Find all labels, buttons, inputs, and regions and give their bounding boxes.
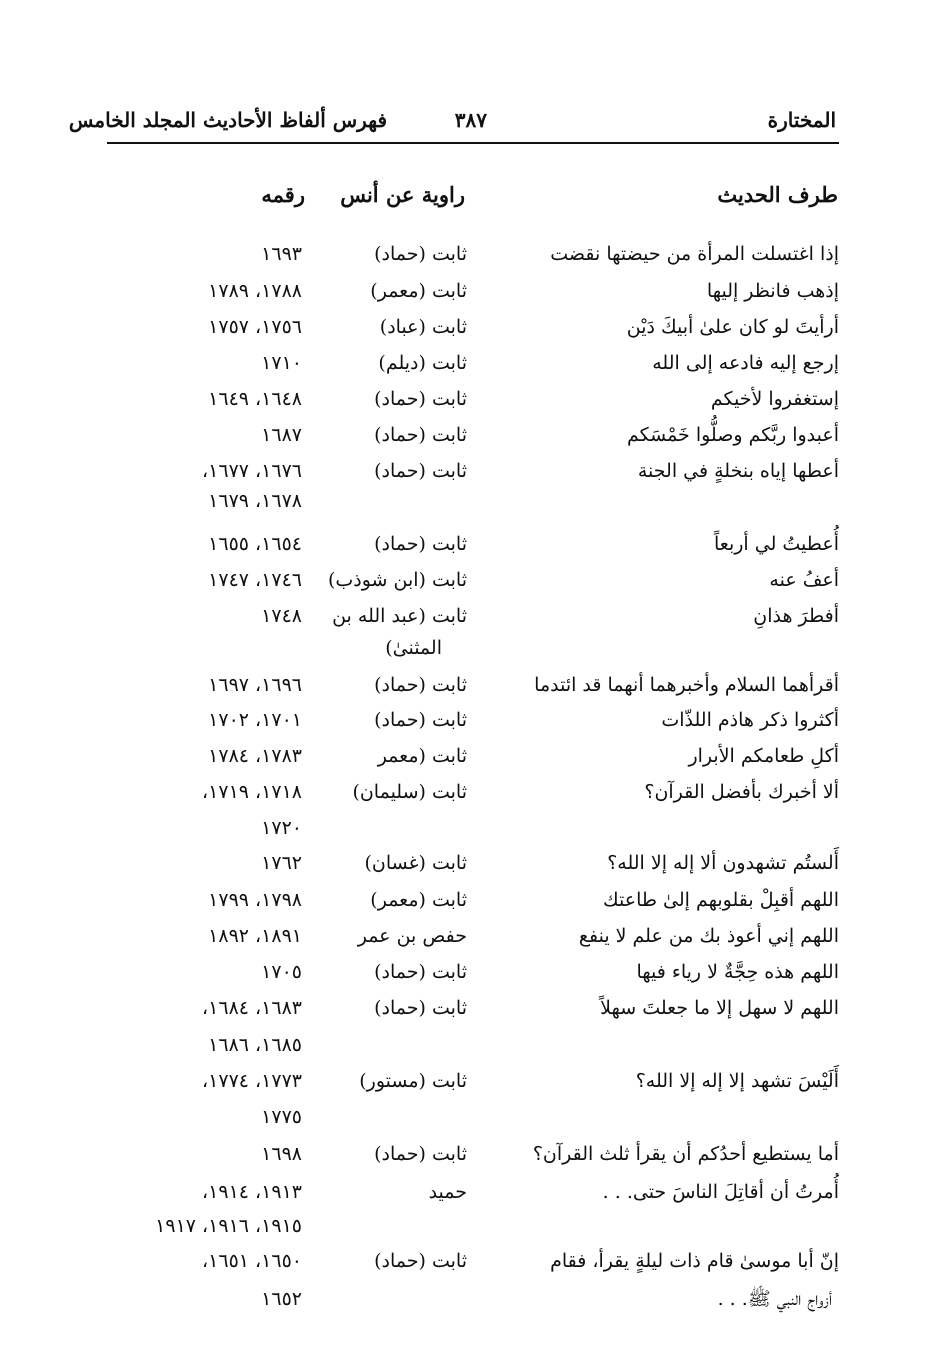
index-row	[0, 384, 942, 414]
index-row	[0, 670, 942, 700]
narrator: ثابت (حماد)	[374, 709, 467, 731]
hadith-number: ١٧٨٣، ١٧٨٤	[208, 745, 302, 767]
index-row-continuation	[0, 633, 942, 663]
narrator: المثنىٰ)	[385, 637, 442, 659]
index-row	[0, 1246, 942, 1276]
hadith-number: ١٧٠٥	[261, 961, 302, 983]
hadith-number: ١٦٧٨، ١٦٧٩	[208, 490, 302, 512]
hadith-number: ١٧٤٨	[261, 605, 302, 627]
hadith-number: ١٦٧٦، ١٦٧٧،	[202, 460, 302, 482]
index-row	[0, 1139, 942, 1169]
index-row-continuation	[0, 1284, 942, 1314]
index-row	[0, 1066, 942, 1096]
index-row	[0, 957, 942, 987]
index-row	[0, 239, 942, 269]
narrator: ثابت (ابن شوذب)	[327, 569, 467, 591]
running-header-title: فهرس ألفاظ الأحاديث المجلد الخامس	[68, 108, 387, 132]
narrator: ثابت (حماد)	[374, 388, 467, 410]
index-row-continuation	[0, 813, 942, 843]
index-row	[0, 565, 942, 595]
hadith-text: ألا أخبرك بأفضل القرآن؟	[644, 781, 839, 803]
hadith-number: ١٦٥٤، ١٦٥٥	[208, 533, 302, 555]
hadith-number: ١٧٧٥	[261, 1106, 302, 1128]
hadith-number: ١٧١٠	[261, 352, 302, 374]
column-heading-hadith: طرف الحديث	[717, 182, 838, 207]
hadith-text: أعبدوا ربَّكم وصلُّوا خَمْسَكم	[626, 424, 839, 446]
index-row	[0, 456, 942, 486]
narrator: ثابت (حماد)	[374, 1143, 467, 1165]
index-row	[0, 312, 942, 342]
hadith-number: ١٦٨٧	[261, 424, 302, 446]
narrator: ثابت (عباد)	[379, 316, 467, 338]
narrator: ثابت (حماد)	[374, 460, 467, 482]
index-row	[0, 420, 942, 450]
index-row-continuation	[0, 1102, 942, 1132]
hadith-text: أَلَيْسَ تشهد إلا إله إلا الله؟	[635, 1070, 839, 1092]
hadith-number: ١٧٠١، ١٧٠٢	[208, 709, 302, 731]
hadith-number: ١٧٩٨، ١٧٩٩	[208, 889, 302, 911]
hadith-number: ١٧٦٢	[261, 852, 302, 874]
hadith-text: أما يستطيع أحدُكم أن يقرأ ثلث القرآن؟	[532, 1143, 839, 1165]
narrator: ثابت (حماد)	[374, 674, 467, 696]
narrator: حميد	[428, 1181, 467, 1203]
index-row	[0, 348, 942, 378]
hadith-number: ١٦٩٦، ١٦٩٧	[208, 674, 302, 696]
hadith-text: أقرأهما السلام وأخبرهما أنهما قد ائتدما	[534, 674, 839, 696]
index-row	[0, 705, 942, 735]
hadith-number: ١٦٩٨	[261, 1143, 302, 1165]
hadith-text: إذا اغتسلت المرأة من حيضتها نقضت	[550, 243, 839, 265]
hadith-number: ١٩١٣، ١٩١٤،	[202, 1181, 302, 1203]
narrator: ثابت (حماد)	[374, 997, 467, 1019]
hadith-text: إنّ أبا موسىٰ قام ذات ليلةٍ يقرأ، فقام	[550, 1250, 839, 1272]
hadith-number: ١٦٥٢	[261, 1288, 302, 1310]
narrator: ثابت (سليمان)	[352, 781, 467, 803]
index-row-continuation	[0, 1030, 942, 1060]
index-row-continuation	[0, 486, 942, 516]
index-row-continuation	[0, 1211, 942, 1241]
narrator: ثابت (حماد)	[374, 533, 467, 555]
narrator: ثابت (حماد)	[374, 424, 467, 446]
hadith-number: ١٦٨٣، ١٦٨٤،	[202, 997, 302, 1019]
index-row	[0, 848, 942, 878]
hadith-text: أعطها إياه بنخلةٍ في الجنة	[637, 460, 839, 482]
hadith-text: أعفُ عنه	[769, 569, 839, 591]
hadith-text: اللهم إني أعوذ بك من علم لا ينفع	[578, 925, 839, 947]
index-row	[0, 276, 942, 306]
hadith-text: أفطرَ هذانِ	[753, 605, 839, 627]
hadith-text: أكثروا ذكر هاذم اللذّات	[661, 709, 839, 731]
header-rule	[107, 142, 839, 144]
hadith-text: إرجع إليه فادعه إلى الله	[652, 352, 839, 374]
hadith-text: أَلستُم تشهدون ألا إله إلا الله؟	[607, 852, 839, 874]
index-row	[0, 885, 942, 915]
hadith-text: اللهم هذه حِجَّةٌ لا رياء فيها	[636, 961, 839, 983]
hadith-number: ١٧٧٣، ١٧٧٤،	[202, 1070, 302, 1092]
narrator: ثابت (حماد)	[374, 243, 467, 265]
hadith-text: أرأيتَ لو كان علىٰ أبيكَ دَيْن	[626, 316, 839, 338]
running-header-book: المختارة	[767, 108, 836, 132]
hadith-number: ١٦٥٠، ١٦٥١،	[202, 1250, 302, 1272]
hadith-text: أزواج النبي ﷺ. . .	[717, 1288, 832, 1310]
hadith-number: ١٨٩١، ١٨٩٢	[208, 925, 302, 947]
narrator: ثابت (معمر)	[370, 889, 467, 911]
index-row	[0, 741, 942, 771]
hadith-text: أُعطيتُ لي أربعاً	[714, 533, 839, 555]
column-heading-narrator: راوية عن أنس	[340, 182, 465, 207]
index-row	[0, 601, 942, 631]
hadith-number: ١٧٢٠	[261, 817, 302, 839]
index-row	[0, 921, 942, 951]
hadith-text: أُمرتُ أن أقاتِلَ الناسَ حتى. . .	[602, 1181, 839, 1203]
narrator: ثابت (حماد)	[374, 961, 467, 983]
hadith-text: إستغفروا لأخيكم	[710, 388, 839, 410]
index-row	[0, 993, 942, 1023]
hadith-text: اللهم أقبِلْ بقلوبهم إلىٰ طاعتك	[603, 889, 839, 911]
narrator: ثابت (عبد الله بن	[332, 605, 467, 627]
narrator: ثابت (حماد)	[374, 1250, 467, 1272]
hadith-number: ١٧٨٨، ١٧٨٩	[208, 280, 302, 302]
hadith-number: ١٧٥٦، ١٧٥٧	[208, 316, 302, 338]
narrator: ثابت (معمر)	[370, 280, 467, 302]
hadith-number: ١٩١٥، ١٩١٦، ١٩١٧	[155, 1215, 302, 1237]
narrator: ثابت (مستور)	[359, 1070, 467, 1092]
hadith-number: ١٧١٨، ١٧١٩،	[202, 781, 302, 803]
hadith-number: ١٦٩٣	[261, 243, 302, 265]
hadith-text: اللهم لا سهل إلا ما جعلتَ سهلاً	[600, 997, 839, 1019]
index-row	[0, 529, 942, 559]
narrator: ثابت (ديلم)	[378, 352, 467, 374]
hadith-number: ١٦٨٥، ١٦٨٦	[208, 1034, 302, 1056]
hadith-text: أكلِ طعامكم الأبرار	[688, 745, 839, 767]
narrator: ثابت (غسان)	[364, 852, 467, 874]
hadith-text: إذهب فانظر إليها	[706, 280, 839, 302]
hadith-number: ١٦٤٨، ١٦٤٩	[208, 388, 302, 410]
narrator: ثابت (معمر	[377, 745, 467, 767]
index-row	[0, 777, 942, 807]
narrator: حفص بن عمر	[357, 925, 467, 947]
column-heading-number: رقمه	[261, 182, 305, 207]
index-row	[0, 1177, 942, 1207]
hadith-number: ١٧٤٦، ١٧٤٧	[208, 569, 302, 591]
page-number: ٣٨٧	[454, 108, 487, 132]
